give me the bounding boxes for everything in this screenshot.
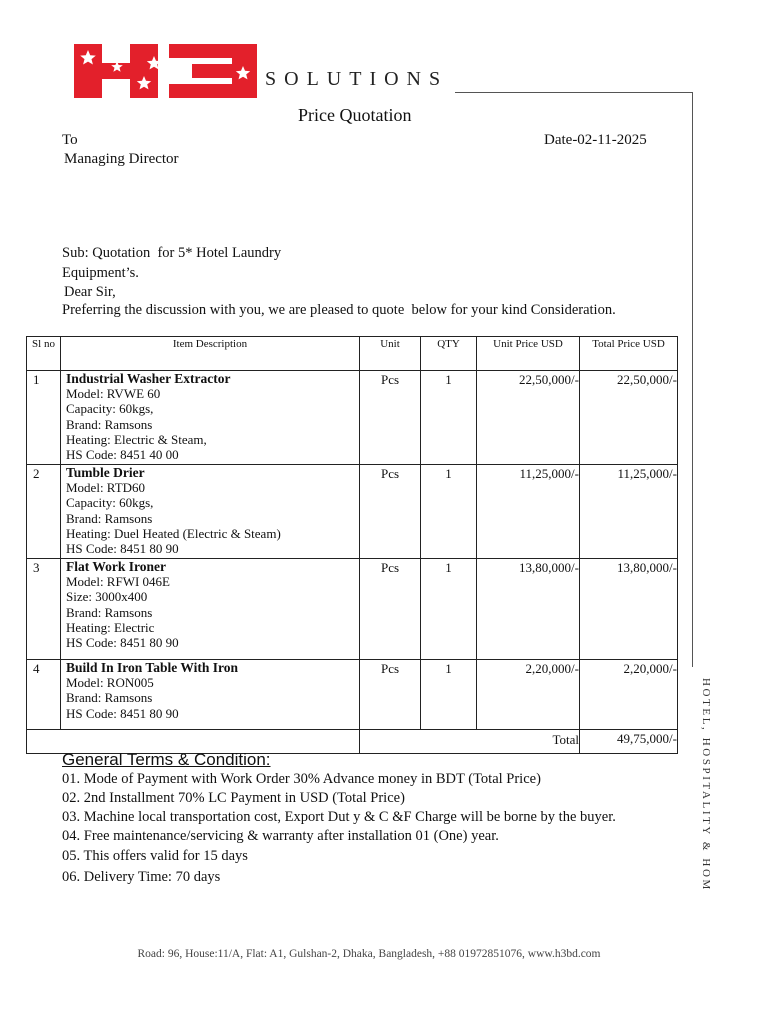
salutation: Dear Sir, bbox=[64, 284, 116, 300]
row-qty: 1 bbox=[421, 559, 477, 660]
row-sl: 4 bbox=[27, 660, 61, 730]
header-qty: QTY bbox=[421, 337, 477, 371]
quotation-table bbox=[26, 336, 678, 754]
item-detail: Model: RTD60 bbox=[66, 480, 146, 496]
brand-word: SOLUTIONS bbox=[265, 68, 449, 90]
item-detail: Model: RFWI 046E bbox=[66, 574, 170, 590]
item-detail: HS Code: 8451 80 90 bbox=[66, 635, 179, 651]
item-name: Build In Iron Table With Iron bbox=[66, 660, 238, 675]
item-detail: HS Code: 8451 80 90 bbox=[66, 541, 179, 557]
table-row bbox=[27, 660, 678, 730]
header-unit-price: Unit Price USD bbox=[477, 337, 580, 371]
side-rule bbox=[692, 92, 693, 667]
document-date: Date-02-11-2025 bbox=[544, 132, 647, 148]
recipient: Managing Director bbox=[64, 151, 179, 167]
row-unit: Pcs bbox=[360, 371, 421, 465]
row-unit-price: 2,20,000/- bbox=[477, 660, 580, 730]
subject-line-2: Equipment’s. bbox=[62, 265, 139, 281]
item-detail: Heating: Electric & Steam, bbox=[66, 431, 207, 447]
side-tagline: HOTEL, HOSPITALITY & HOM bbox=[700, 678, 712, 892]
item-name: Flat Work Ironer bbox=[66, 559, 166, 574]
row-unit: Pcs bbox=[360, 465, 421, 559]
item-detail: Capacity: 60kgs, bbox=[66, 495, 154, 511]
document-title: Price Quotation bbox=[298, 105, 412, 125]
item-detail: Model: RON005 bbox=[66, 675, 154, 691]
item-detail: HS Code: 8451 80 90 bbox=[66, 705, 179, 721]
item-detail: Model: RVWE 60 bbox=[66, 386, 161, 402]
header-unit: Unit bbox=[360, 337, 421, 371]
term-item: 04. Free maintenance/servicing & warranty after installation 01 (One) year. bbox=[62, 828, 499, 844]
item-name: Industrial Washer Extractor bbox=[66, 371, 231, 386]
row-sl: 3 bbox=[27, 559, 61, 660]
table-row bbox=[27, 465, 678, 559]
item-detail: Heating: Electric bbox=[66, 619, 155, 635]
row-total-price: 2,20,000/- bbox=[580, 660, 678, 730]
row-total-price: 22,50,000/- bbox=[580, 371, 678, 465]
row-qty: 1 bbox=[421, 371, 477, 465]
row-qty: 1 bbox=[421, 465, 477, 559]
table-header-row bbox=[27, 337, 678, 371]
row-unit-price: 13,80,000/- bbox=[477, 559, 580, 660]
total-label: Total bbox=[360, 730, 580, 754]
header-sl: Sl no bbox=[27, 337, 61, 371]
term-item: 05. This offers valid for 15 days bbox=[62, 848, 248, 864]
row-description bbox=[61, 465, 360, 559]
row-description bbox=[61, 559, 360, 660]
item-detail: Heating: Duel Heated (Electric & Steam) bbox=[66, 525, 281, 541]
total-value: 49,75,000/- bbox=[580, 730, 678, 754]
row-unit: Pcs bbox=[360, 559, 421, 660]
row-unit-price: 22,50,000/- bbox=[477, 371, 580, 465]
row-unit-price: 11,25,000/- bbox=[477, 465, 580, 559]
row-qty: 1 bbox=[421, 660, 477, 730]
row-description bbox=[61, 660, 360, 730]
item-detail: Brand: Ramsons bbox=[66, 690, 153, 706]
item-detail: Brand: Ramsons bbox=[66, 416, 153, 432]
row-total-price: 13,80,000/- bbox=[580, 559, 678, 660]
footer-address: Road: 96, House:11/A, Flat: A1, Gulshan-2, Dhaka, Bangladesh, +88 01972851076, www.h3bd.com bbox=[137, 948, 601, 960]
header-rule bbox=[455, 92, 693, 93]
to-label: To bbox=[62, 132, 78, 148]
terms-heading: General Terms & Condition: bbox=[62, 750, 271, 769]
row-unit: Pcs bbox=[360, 660, 421, 730]
item-name: Tumble Drier bbox=[66, 465, 145, 480]
term-item: 01. Mode of Payment with Work Order 30% Advance money in BDT (Total Price) bbox=[62, 771, 541, 787]
row-total-price: 11,25,000/- bbox=[580, 465, 678, 559]
table-row bbox=[27, 559, 678, 660]
company-logo bbox=[72, 42, 260, 100]
subject-line-1: Sub: Quotation for 5* Hotel Laundry bbox=[62, 245, 282, 261]
term-item: 06. Delivery Time: 70 days bbox=[62, 869, 221, 885]
item-detail: Brand: Ramsons bbox=[66, 604, 153, 620]
item-detail: HS Code: 8451 40 00 bbox=[66, 447, 179, 463]
header-description: Item Description bbox=[61, 337, 360, 371]
intro-paragraph: Preferring the discussion with you, we are pleased to quote below for your kind Consideration. bbox=[62, 302, 616, 318]
term-item: 02. 2nd Installment 70% LC Payment in USD (Total Price) bbox=[62, 790, 405, 806]
row-sl: 2 bbox=[27, 465, 61, 559]
table-row bbox=[27, 371, 678, 465]
item-detail: Size: 3000x400 bbox=[66, 589, 148, 605]
header-total-price: Total Price USD bbox=[580, 337, 678, 371]
item-detail: Capacity: 60kgs, bbox=[66, 401, 154, 417]
row-sl: 1 bbox=[27, 371, 61, 465]
item-detail: Brand: Ramsons bbox=[66, 510, 153, 526]
term-item: 03. Machine local transportation cost, Export Dut y & C &F Charge will be borne by the buyer. bbox=[62, 809, 616, 825]
row-description bbox=[61, 371, 360, 465]
